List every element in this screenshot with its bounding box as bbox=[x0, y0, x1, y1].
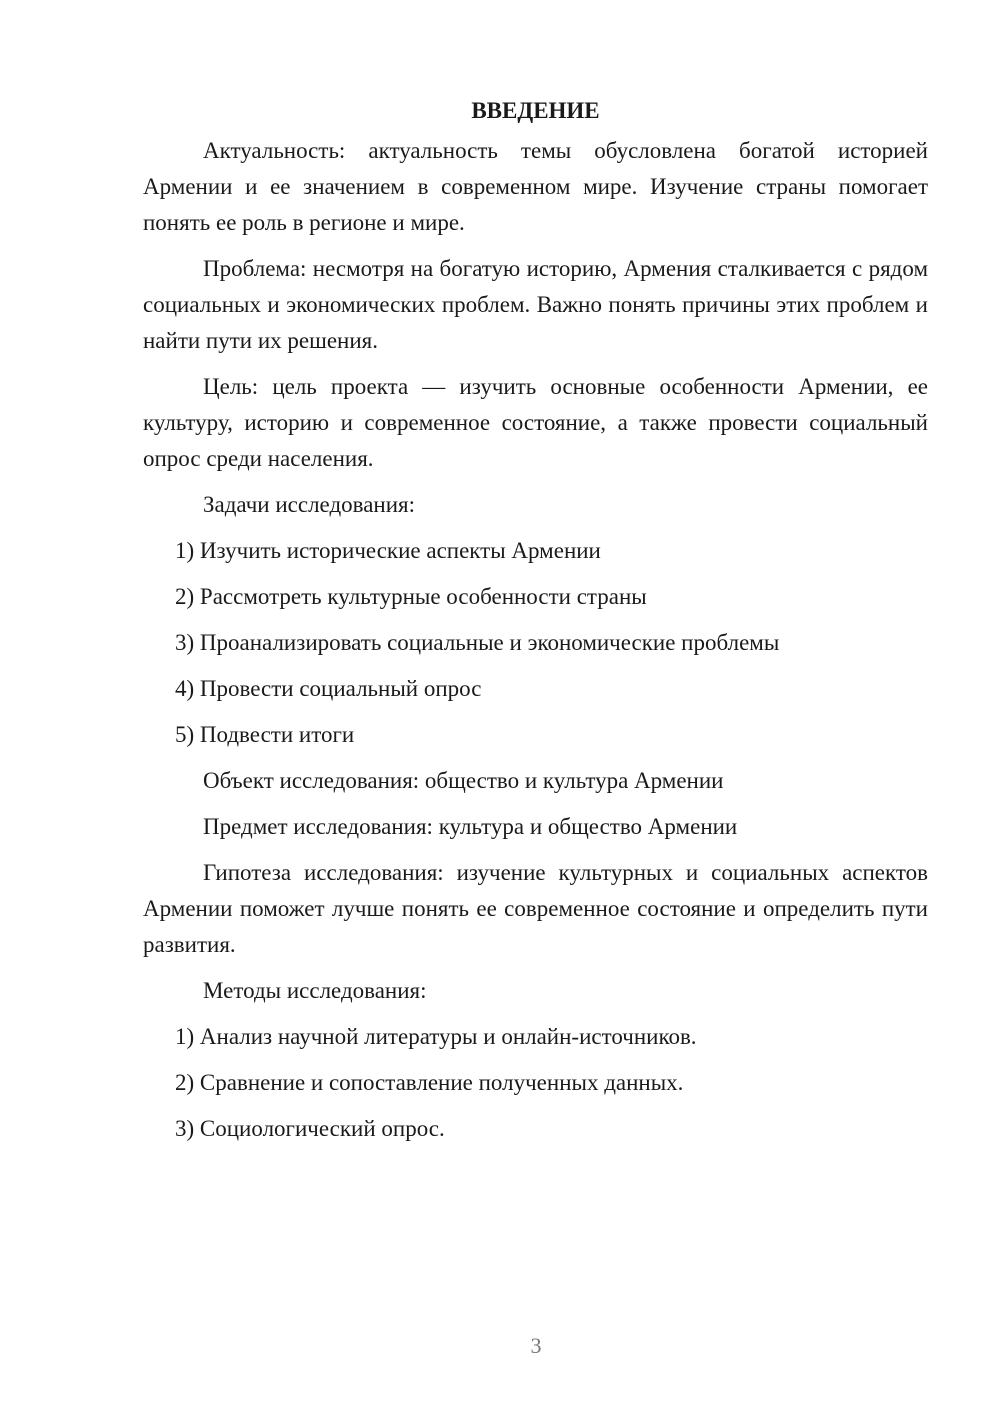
list-item: 5) Подвести итоги bbox=[175, 722, 355, 747]
relevance-paragraph: Актуальность: актуальность темы обусловлена богатой историей Армении и ее значением в современном мире. Изучение страны помогает понять ее роль в регионе и мире. bbox=[143, 138, 928, 235]
subject-paragraph: Предмет исследования: культура и общество Армении bbox=[203, 814, 738, 839]
tasks-heading: Задачи исследования: bbox=[203, 492, 416, 517]
page-number: 3 bbox=[530, 1333, 542, 1358]
list-item: 1) Анализ научной литературы и онлайн-источников. bbox=[175, 1024, 697, 1049]
list-item: 2) Рассмотреть культурные особенности страны bbox=[175, 584, 647, 609]
list-item: 4) Провести социальный опрос bbox=[175, 676, 482, 701]
list-item: 3) Социологический опрос. bbox=[175, 1116, 445, 1141]
methods-heading: Методы исследования: bbox=[203, 978, 427, 1003]
methods-list bbox=[143, 1019, 928, 1147]
list-item: 1) Изучить исторические аспекты Армении bbox=[175, 538, 601, 563]
hypothesis-paragraph: Гипотеза исследования: изучение культурных и социальных аспектов Армении поможет лучше понять ее современное состояние и определить пути развития. bbox=[143, 860, 928, 957]
list-item: 3) Проанализировать социальные и экономические проблемы bbox=[175, 630, 780, 655]
page-title: ВВЕДЕНИЕ bbox=[471, 98, 600, 123]
problem-paragraph: Проблема: несмотря на богатую историю, Армения сталкивается с рядом социальных и экономических проблем. Важно понять причины этих проблем и найти пути их решения. bbox=[143, 256, 928, 353]
page-content bbox=[143, 93, 928, 1157]
object-paragraph: Объект исследования: общество и культура Армении bbox=[203, 768, 724, 793]
list-item: 2) Сравнение и сопоставление полученных данных. bbox=[175, 1070, 684, 1095]
tasks-list bbox=[143, 533, 928, 753]
goal-paragraph: Цель: цель проекта — изучить основные особенности Армении, ее культуру, историю и современное состояние, а также провести социальный опрос среди населения. bbox=[143, 374, 928, 471]
